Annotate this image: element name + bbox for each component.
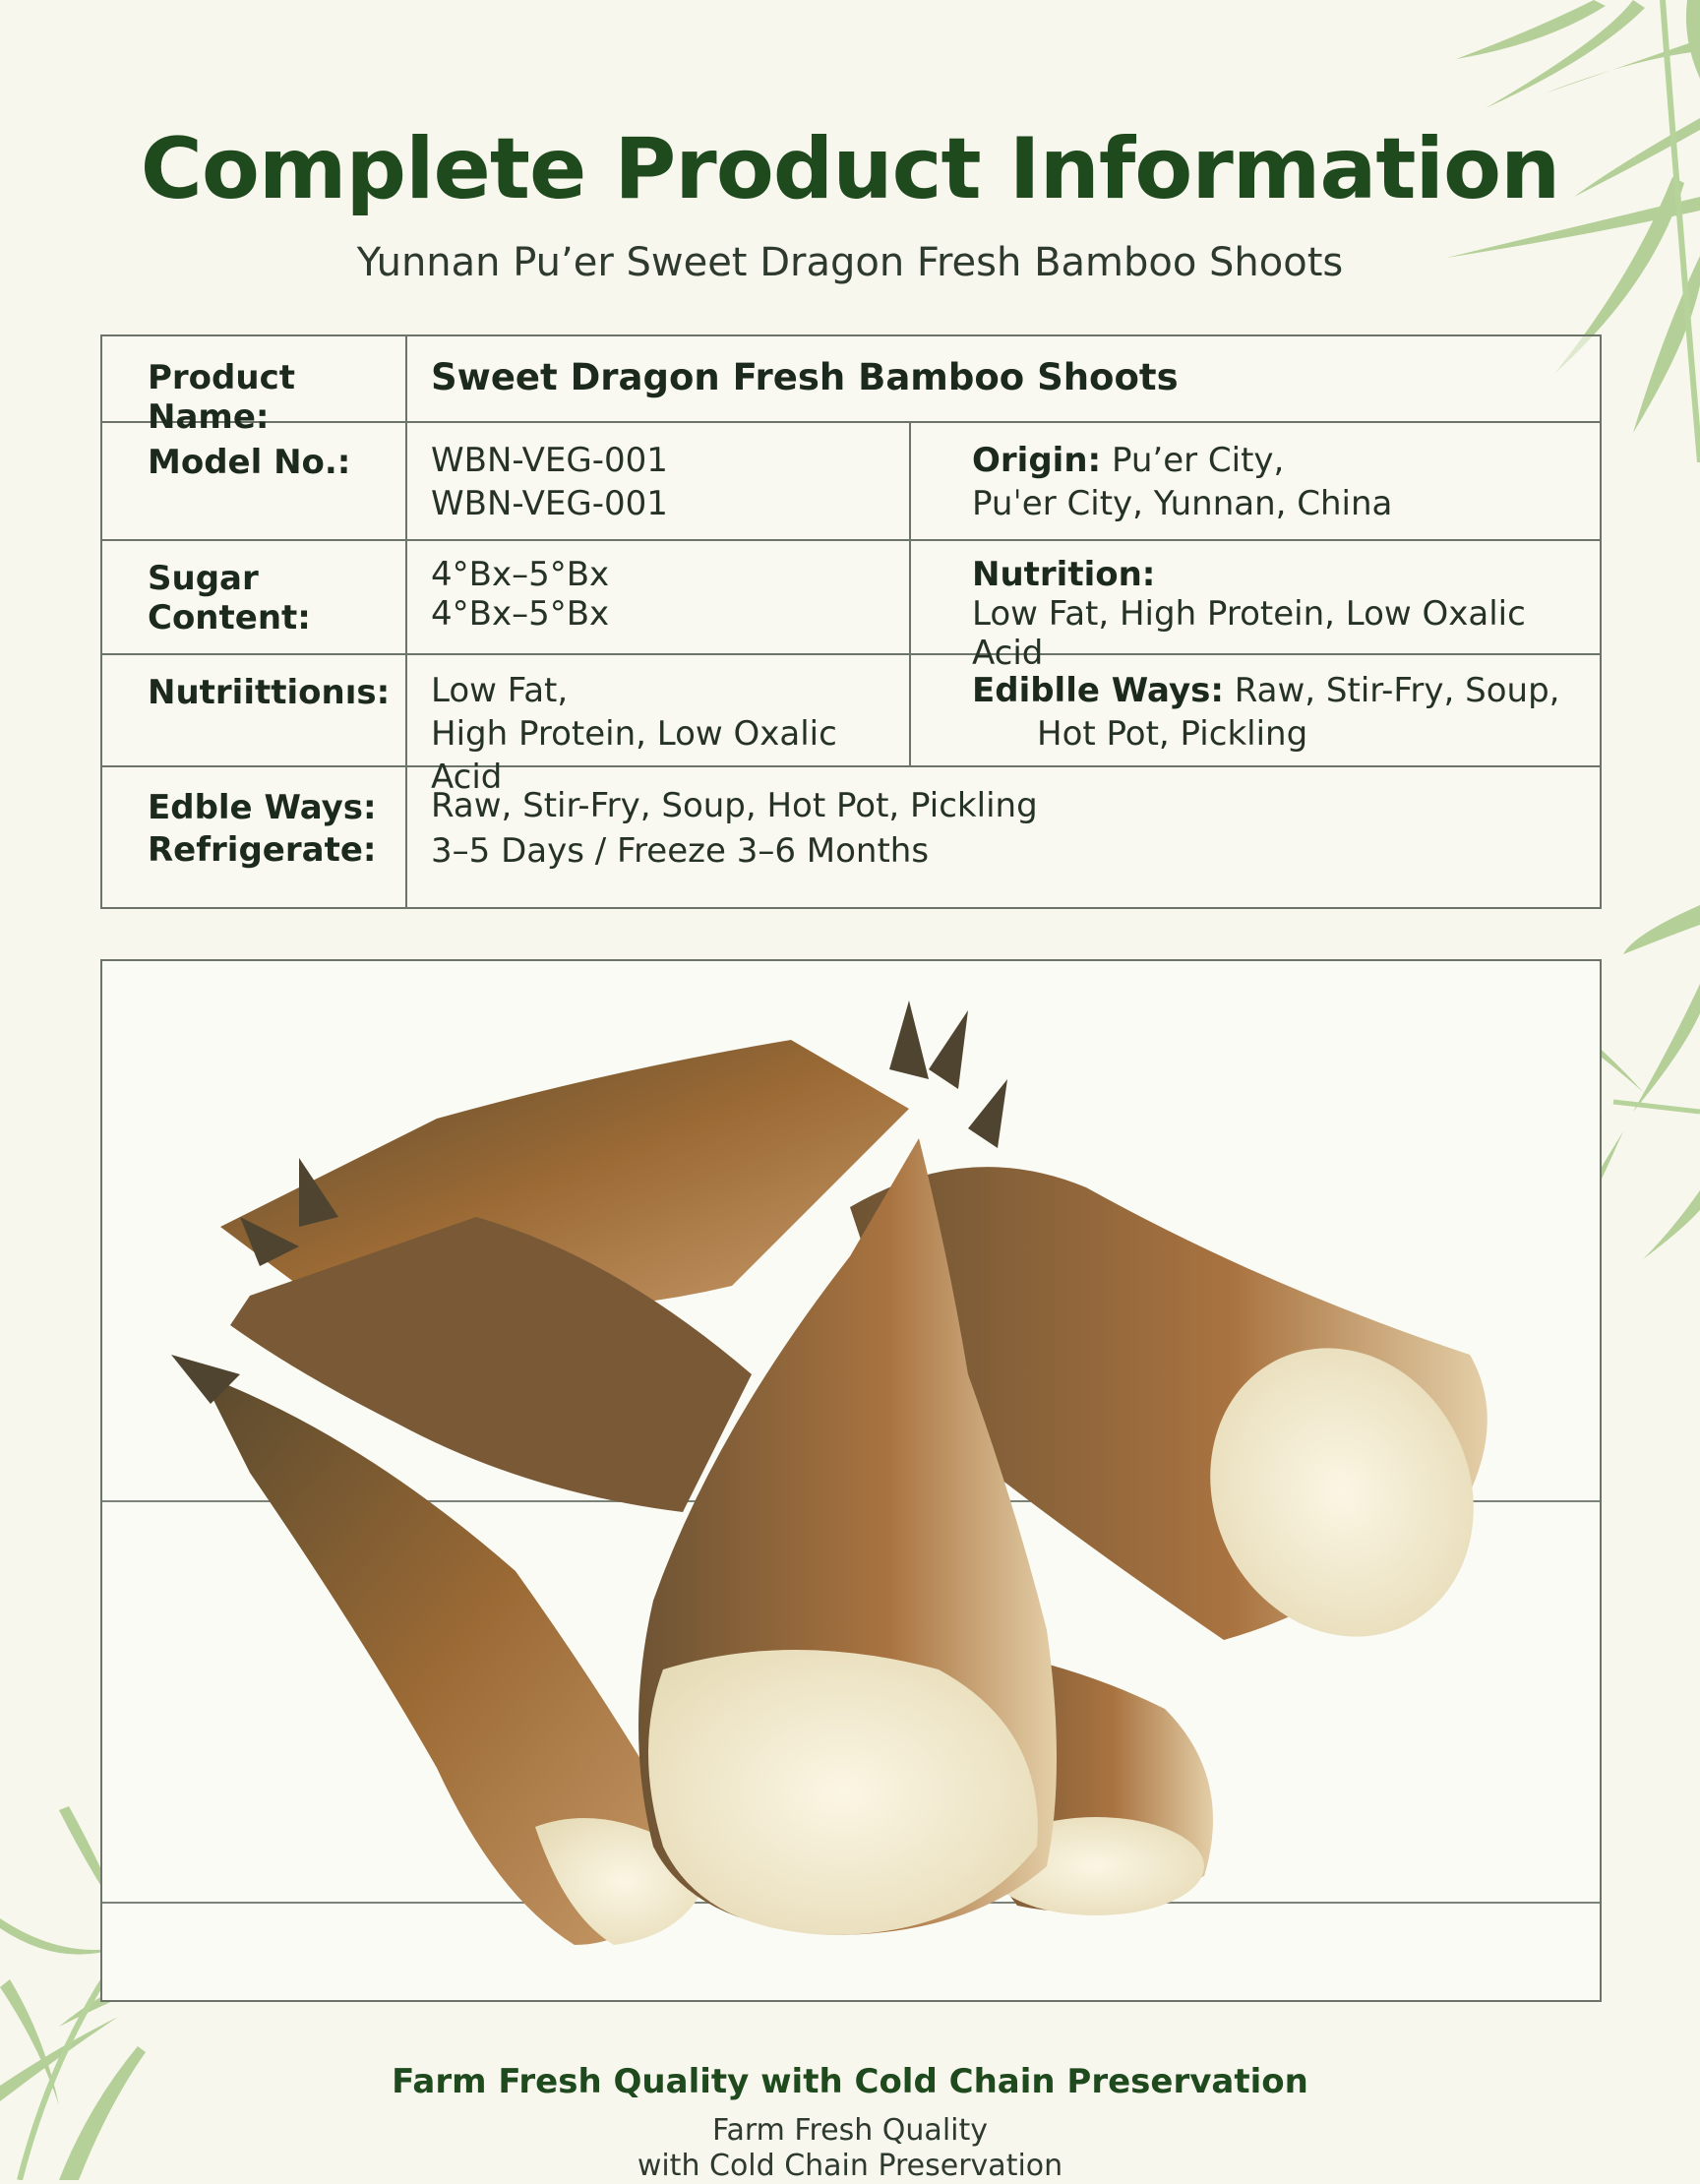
edible-ways-label: Ediblle Ways: (972, 671, 1224, 710)
page-title: Complete Product Information (140, 120, 1560, 218)
sugar-content-value-1: 4°Bx–5°Bx (431, 555, 610, 594)
page-subtitle: Yunnan Pu’er Sweet Dragon Fresh Bamboo Shoots (356, 240, 1344, 285)
product-name-label: Product Name: (148, 358, 295, 437)
footer-sub-line-2: with Cold Chain Preservation (637, 2149, 1063, 2183)
edble-ways-value: Raw, Stir-Fry, Soup, Hot Pot, Pickling (431, 786, 1038, 825)
table-row-product-name (102, 336, 1600, 437)
edible-ways-value-1: Raw, Stir-Fry, Soup, (1234, 671, 1560, 710)
origin-value-2: Puˈer City, Yunnan, China (972, 484, 1393, 523)
nutrition-label: Nutrition: (972, 555, 1156, 594)
nutritions-value-1: Low Fat, (431, 671, 569, 710)
table-row-sugar-nutrition (102, 541, 1600, 673)
refrigerate-value: 3–5 Days / Freeze 3–6 Months (431, 831, 930, 871)
sugar-content-value-2: 4°Bx–5°Bx (431, 594, 610, 634)
edible-ways-value-2: Hot Pot, Pickling (1037, 714, 1308, 754)
table-row-edble-refrigerate (102, 767, 1600, 909)
model-no-label: Model No.: (148, 443, 351, 482)
model-no-value-2: WBN-VEG-001 (431, 484, 668, 523)
origin-value-1: Pu’er City, (1111, 441, 1285, 480)
nutrition-value: Low Fat, High Protein, Low Oxalic Acid (972, 594, 1526, 673)
product-spec-table (100, 334, 1602, 909)
footer-sub-line-1: Farm Fresh Quality (711, 2113, 989, 2148)
origin-label: Origin: (972, 441, 1102, 480)
product-name-value: Sweet Dragon Fresh Bamboo Shoots (431, 356, 1179, 398)
model-no-value-1: WBN-VEG-001 (431, 441, 668, 480)
footer-subtext (0, 2113, 1700, 2184)
refrigerate-label: Refrigerate: (148, 830, 377, 870)
edble-ways-label: Edble Ways: (148, 788, 377, 827)
nutritions-value-2: High Protein, Low Oxalic Acid (431, 714, 837, 797)
bamboo-shoots-photo (102, 961, 1600, 2000)
table-row-nutritions-edible (102, 655, 1600, 797)
footer-headline: Farm Fresh Quality with Cold Chain Preservation (392, 2062, 1308, 2101)
nutritions-label: Nutriittionıs: (148, 673, 391, 712)
product-photo-frame (100, 959, 1602, 2002)
table-row-model-origin (102, 423, 1600, 541)
sugar-content-label: Sugar Content: (148, 559, 311, 637)
